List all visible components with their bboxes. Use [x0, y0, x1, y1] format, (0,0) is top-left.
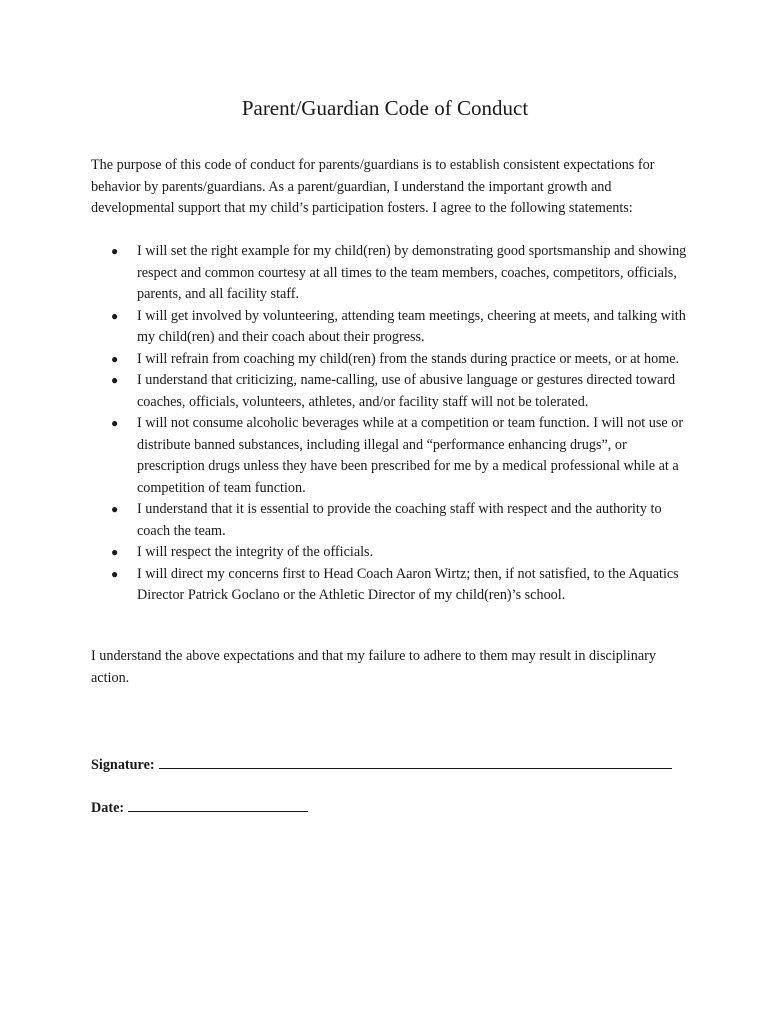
bullet-icon: ●	[111, 566, 119, 581]
list-item	[91, 306, 691, 349]
date-label: Date:	[91, 800, 125, 816]
closing-paragraph: I understand the above expectations and that my failure to adhere to them may result in disciplinary action.	[91, 648, 656, 686]
list-item	[91, 370, 691, 413]
bullet-icon: ●	[111, 244, 119, 258]
statement-text: I will refrain from coaching my child(ren) from the stands during practice or meets, or at home.	[137, 350, 680, 367]
statement-text: I will get involved by volunteering, attending team meetings, cheering at meets, and talking with my child(ren) and their coach about their progress.	[137, 307, 686, 345]
list-item	[91, 542, 691, 564]
statement-text: I will respect the integrity of the officials.	[137, 544, 374, 560]
bullet-icon: ●	[111, 502, 119, 516]
list-item	[91, 241, 691, 306]
bullet-icon: ●	[111, 351, 119, 366]
statement-text: I understand that it is essential to provide the coaching staff with respect and the authority to coach the team.	[137, 501, 662, 539]
date-field[interactable]	[128, 796, 308, 812]
statement-text: I will direct my concerns first to Head Coach Aaron Wirtz; then, if not satisfied, to the Aquatics Director Patrick Goclano or the Athletic Director of my child(ren)’s school.	[137, 565, 679, 603]
bullet-icon: ●	[111, 373, 119, 387]
list-item	[91, 564, 691, 607]
signature-row	[91, 753, 672, 777]
bullet-icon: ●	[111, 308, 119, 323]
bullet-icon: ●	[111, 416, 119, 430]
signature-field[interactable]	[159, 753, 672, 769]
statement-text: I understand that criticizing, name-calling, use of abusive language or gestures directed toward coaches, officials, volunteers, athletes, and/or facility staff will not be tolerated.	[137, 372, 676, 410]
bullet-icon: ●	[111, 545, 119, 559]
date-row	[91, 796, 308, 820]
document-title: Parent/Guardian Code of Conduct	[241, 96, 529, 120]
statement-text: I will not consume alcoholic beverages while at a competition or team function. I will not use or distribute banned substances, including illegal and “performance enhancing drugs”, or prescription drugs unless they have been prescribed for me by a medical professional while at a competition of team function.	[137, 415, 684, 496]
statement-text: I will set the right example for my child(ren) by demonstrating good sportsmanship and showing respect and common courtesy at all times to the team members, coaches, competitors, officials, parents, and all facility staff.	[137, 243, 687, 302]
intro-paragraph: The purpose of this code of conduct for parents/guardians is to establish consistent expectations for behavior by parents/guardians. As a parent/guardian, I understand the important growth and developmental support that my child’s participation fosters. I agree to the following statements:	[91, 157, 655, 216]
signature-label: Signature:	[91, 757, 155, 773]
list-item	[91, 349, 691, 371]
list-item	[91, 499, 691, 542]
statement-list	[91, 241, 691, 607]
list-item	[91, 413, 691, 499]
